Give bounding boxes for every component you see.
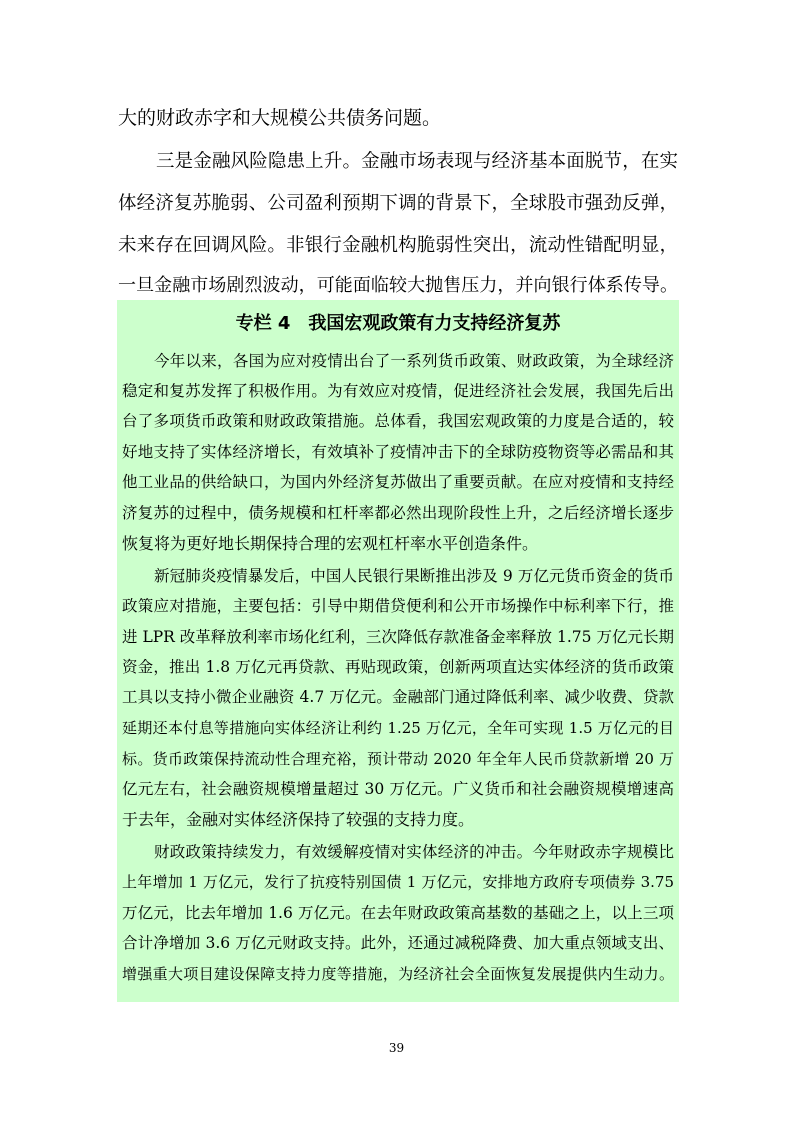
box-line: 上年增加 1 万亿元，发行了抗疫特别国债 1 万亿元，安排地方政府专项债券 3.75 [122, 873, 674, 891]
page-number: 39 [388, 1041, 405, 1055]
box-line: 合计净增加 3.6 万亿元财政支持。此外，还通过减税降费、加大重点领域支出、 [122, 934, 674, 952]
box-line: 政策应对措施，主要包括：引导中期借贷便利和公开市场操作中标利率下行，推 [122, 597, 674, 615]
box-line: 好地支持了实体经济增长，有效填补了疫情冲击下的全球防疫物资等必需品和其 [122, 443, 674, 461]
box-line: 工具以支持小微企业融资 4.7 万亿元。金融部门通过降低利率、减少收费、贷款 [122, 688, 674, 706]
box-line: 稳定和复苏发挥了积极作用。为有效应对疫情，促进经济社会发展，我国先后出 [122, 382, 674, 400]
sidebar-box [117, 300, 679, 1002]
box-line: 济复苏的过程中，债务规模和杠杆率都必然出现阶段性上升，之后经济增长逐步 [122, 504, 674, 522]
box-line: 台了多项货币政策和财政政策措施。总体看，我国宏观政策的力度是合适的，较 [122, 412, 674, 430]
box-line: 延期还本付息等措施向实体经济让利约 1.25 万亿元，全年可实现 1.5 万亿元的目 [122, 719, 674, 737]
body-line: 体经济复苏脆弱、公司盈利预期下调的背景下，全球股市强劲反弹， [118, 193, 678, 214]
box-title: 专栏 4 我国宏观政策有力支持经济复苏 [235, 313, 561, 334]
box-line: 标。货币政策保持流动性合理充裕，预计带动 2020 年全年人民币贷款新增 20 万 [122, 750, 674, 768]
box-line: 他工业品的供给缺口，为国内外经济复苏做出了重要贡献。在应对疫情和支持经 [122, 473, 674, 491]
body-line: 未来存在回调风险。非银行金融机构脆弱性突出，流动性错配明显， [118, 235, 678, 256]
body-line: 一旦金融市场剧烈波动，可能面临较大抛售压力，并向银行体系传导。 [118, 275, 678, 296]
box-line: 增强重大项目建设保障支持力度等措施，为经济社会全面恢复发展提供内生动力。 [122, 965, 674, 983]
box-line: 于去年，金融对实体经济保持了较强的支持力度。 [122, 810, 475, 829]
body-line: 大的财政赤字和大规模公共债务问题。 [118, 107, 442, 129]
body-line: 三是金融风险隐患上升。金融市场表现与经济基本面脱节，在实 [156, 151, 678, 172]
box-line: 亿元左右，社会融资规模增量超过 30 万亿元。广义货币和社会融资规模增速高 [122, 780, 674, 798]
box-line: 资金，推出 1.8 万亿元再贷款、再贴现政策，创新两项直达实体经济的货币政策 [122, 658, 674, 676]
box-line: 恢复将为更好地长期保持合理的宏观杠杆率水平创造条件。 [122, 534, 539, 553]
box-line: 新冠肺炎疫情暴发后，中国人民银行果断推出涉及 9 万亿元货币资金的货币 [154, 567, 674, 585]
box-line: 进 LPR 改革释放利率市场化红利，三次降低存款准备金率释放 1.75 万亿元长期 [122, 628, 674, 646]
box-line: 今年以来，各国为应对疫情出台了一系列货币政策、财政政策，为全球经济 [154, 352, 674, 370]
box-line: 财政政策持续发力，有效缓解疫情对实体经济的冲击。今年财政赤字规模比 [154, 843, 674, 861]
box-line: 万亿元，比去年增加 1.6 万亿元。在去年财政政策高基数的基础之上，以上三项 [122, 904, 674, 922]
